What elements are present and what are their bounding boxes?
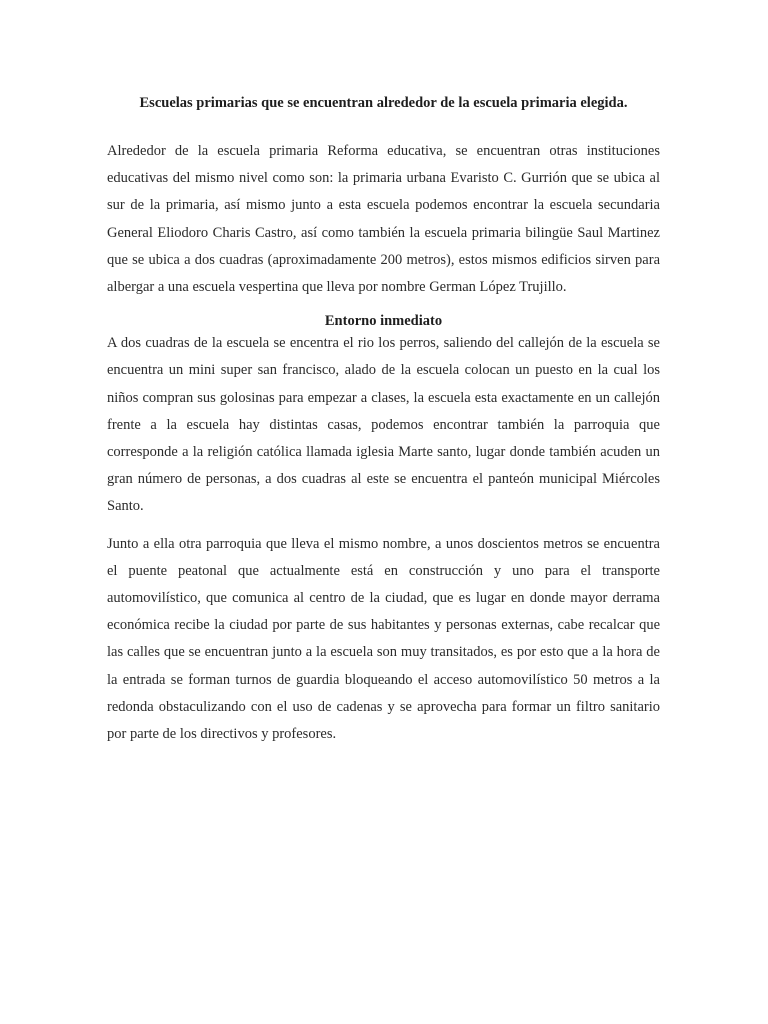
- section-title-entorno: Entorno inmediato: [324, 313, 443, 330]
- document-body: [107, 93, 660, 748]
- document-title: Escuelas primarias que se encuentran alrededor de la escuela primaria elegida.: [139, 95, 628, 111]
- paragraph-parish-bridge: Junto a ella otra parroquia que lleva el mismo nombre, a unos doscientos metros se encuentra el puente peatonal que actualmente está en construcción y uno para el transporte automovilístico, que comunica al centro de la ciudad, que es lugar en donde mayor derrama económica recibe la ciudad por parte de sus habitantes y personas externas, cabe recalcar que las calles que se encuentran junto a la escuela son muy transitados, es por esto que a la hora de la entrada se forman turnos de guardia bloqueando el acceso automovilístico 50 metros a la redonda obstaculizando con el uso de cadenas y se aprovecha para formar un filtro sanitario por parte de los directivos y profesores.: [107, 535, 660, 743]
- paragraph-schools: Alrededor de la escuela primaria Reforma educativa, se encuentran otras instituciones educativas del mismo nivel como son: la primaria urbana Evaristo C. Gurrión que se ubica al sur de la primaria, así mismo junto a esta escuela podemos encontrar la escuela secundaria General Eliodoro Charis Castro, así como también la escuela primaria bilingüe Saul Martinez que se ubica a dos cuadras (aproximadamente 200 metros), estos mismos edificios sirven para albergar a una escuela vespertina que lleva por nombre German López Trujillo.: [107, 143, 660, 296]
- paragraph-surroundings: A dos cuadras de la escuela se encentra el rio los perros, saliendo del callejón de la escuela se encuentra un mini super san francisco, alado de la escuela colocan un puesto en la cual los niños compran sus golosinas para empezar a clases, la escuela esta exactamente en un callejón frente a la escuela hay distintas casas, podemos encontrar también la parroquia que corresponde a la religión católica llamada iglesia Marte santo, lugar donde también acuden un gran número de personas, a dos cuadras al este se encuentra el panteón municipal Miércoles Santo.: [107, 335, 660, 515]
